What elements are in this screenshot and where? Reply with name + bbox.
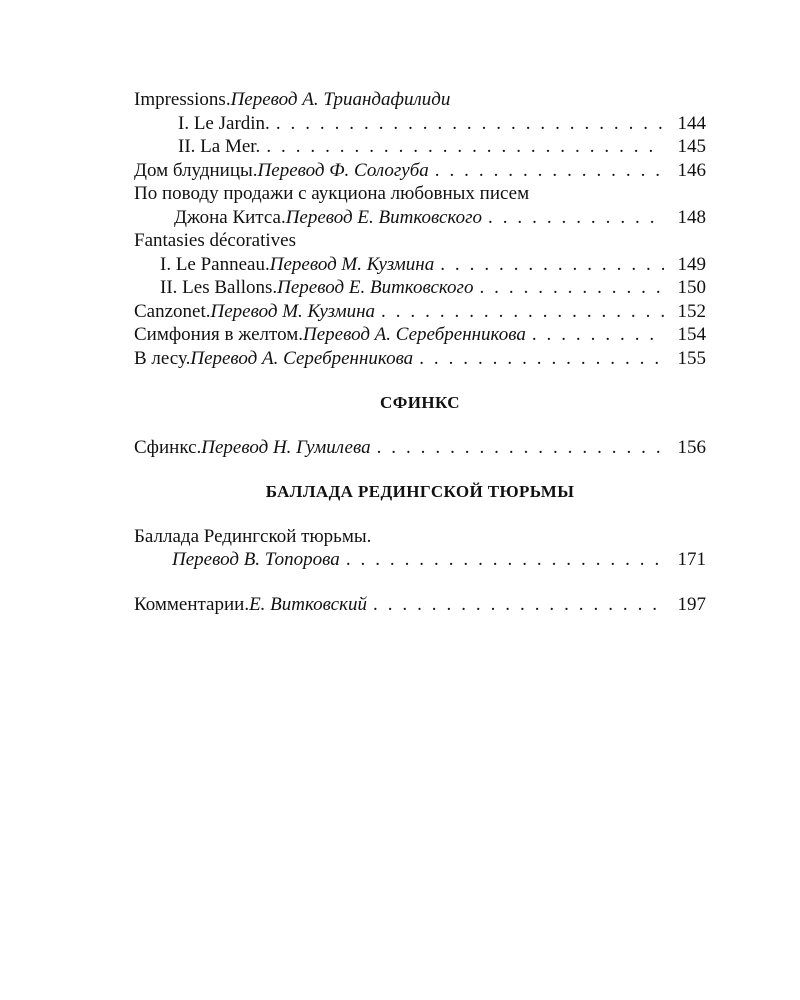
entry-title: Сфинкс. <box>134 436 202 458</box>
entry-translator: Перевод Е. Витковского <box>277 277 474 298</box>
page-number: 144 <box>677 112 706 134</box>
toc-entry-v-lesu <box>134 347 706 371</box>
entry-title: I. Le Jardin. <box>178 112 270 134</box>
dot-leader <box>346 548 664 572</box>
toc-entry-po-povodu <box>134 182 706 206</box>
entry-title: Canzonet. <box>134 300 211 322</box>
toc-entry-la-mer <box>134 135 706 159</box>
toc-entry-fantasies <box>134 229 706 253</box>
section-heading-sphinx: СФИНКС <box>380 393 460 412</box>
entry-title: II. La Mer. <box>178 136 261 157</box>
toc-entry-ballada-translator <box>134 548 706 572</box>
entry-translator: Перевод А. Триандафилиди <box>230 89 451 110</box>
dot-leader <box>435 159 664 183</box>
table-of-contents <box>134 88 706 616</box>
page-number: 150 <box>677 277 706 298</box>
entry-title: Fantasies décoratives <box>134 230 296 251</box>
toc-entry-les-ballons <box>134 276 706 300</box>
entry-translator: Перевод А. Серебренникова <box>302 324 526 345</box>
entry-translator: Е. Витковский <box>249 593 367 615</box>
entry-title: Джона Китса. <box>174 206 286 228</box>
dot-leader <box>381 300 664 324</box>
entry-translator: Перевод В. Топорова <box>172 549 340 570</box>
page-number: 155 <box>677 347 706 369</box>
page-number: 145 <box>677 136 706 157</box>
page-number: 146 <box>677 159 706 181</box>
dot-leader <box>488 206 664 230</box>
toc-entry-simfoniya <box>134 323 706 347</box>
entry-title: II. Les Ballons. <box>160 277 278 298</box>
dot-leader <box>276 112 664 136</box>
entry-translator: Перевод Ф. Сологуба <box>257 159 429 181</box>
toc-entry-kommentarii <box>134 593 706 617</box>
entry-title: По поводу продажи с аукциона любовных писем <box>134 183 530 204</box>
page-number: 171 <box>677 549 706 570</box>
entry-title: Impressions. <box>134 89 231 110</box>
page-number: 148 <box>677 206 706 228</box>
entry-translator: Перевод А. Серебренникова <box>190 347 414 369</box>
toc-entry-le-panneau <box>134 253 706 277</box>
page-number: 149 <box>677 253 706 275</box>
entry-translator: Перевод Е. Витковского <box>285 206 483 228</box>
page-number: 156 <box>677 436 706 458</box>
toc-entry-le-jardin <box>134 112 706 136</box>
entry-title: I. Le Panneau. <box>160 253 270 275</box>
entry-translator: Перевод Н. Гумилева <box>201 436 371 458</box>
entry-title: В лесу. <box>134 347 191 369</box>
toc-entry-sfinks <box>134 436 706 460</box>
dot-leader <box>532 323 664 347</box>
toc-entry-impressions <box>134 88 706 112</box>
dot-leader <box>377 436 664 460</box>
dot-leader <box>419 347 664 371</box>
page-number: 154 <box>677 324 706 345</box>
page-number: 152 <box>677 300 706 322</box>
dot-leader <box>440 253 664 277</box>
entry-title: Комментарии. <box>134 593 250 615</box>
page-number: 197 <box>677 593 706 615</box>
dot-leader <box>373 593 664 617</box>
entry-translator: Перевод М. Кузмина <box>210 300 376 322</box>
dot-leader <box>479 276 664 300</box>
toc-entry-dom-bludnitsy <box>134 159 706 183</box>
entry-title: Симфония в желтом. <box>134 324 303 345</box>
toc-entry-canzonet <box>134 300 706 324</box>
toc-entry-ballada <box>134 525 706 549</box>
dot-leader <box>266 135 664 159</box>
section-heading-ballad: БАЛЛАДА РЕДИНГСКОЙ ТЮРЬМЫ <box>265 482 575 501</box>
entry-title: Дом блудницы. <box>134 159 258 181</box>
entry-translator: Перевод М. Кузмина <box>269 253 435 275</box>
toc-entry-dzhona-kitsa <box>134 206 706 230</box>
entry-title: Баллада Редингской тюрьмы. <box>134 525 372 547</box>
